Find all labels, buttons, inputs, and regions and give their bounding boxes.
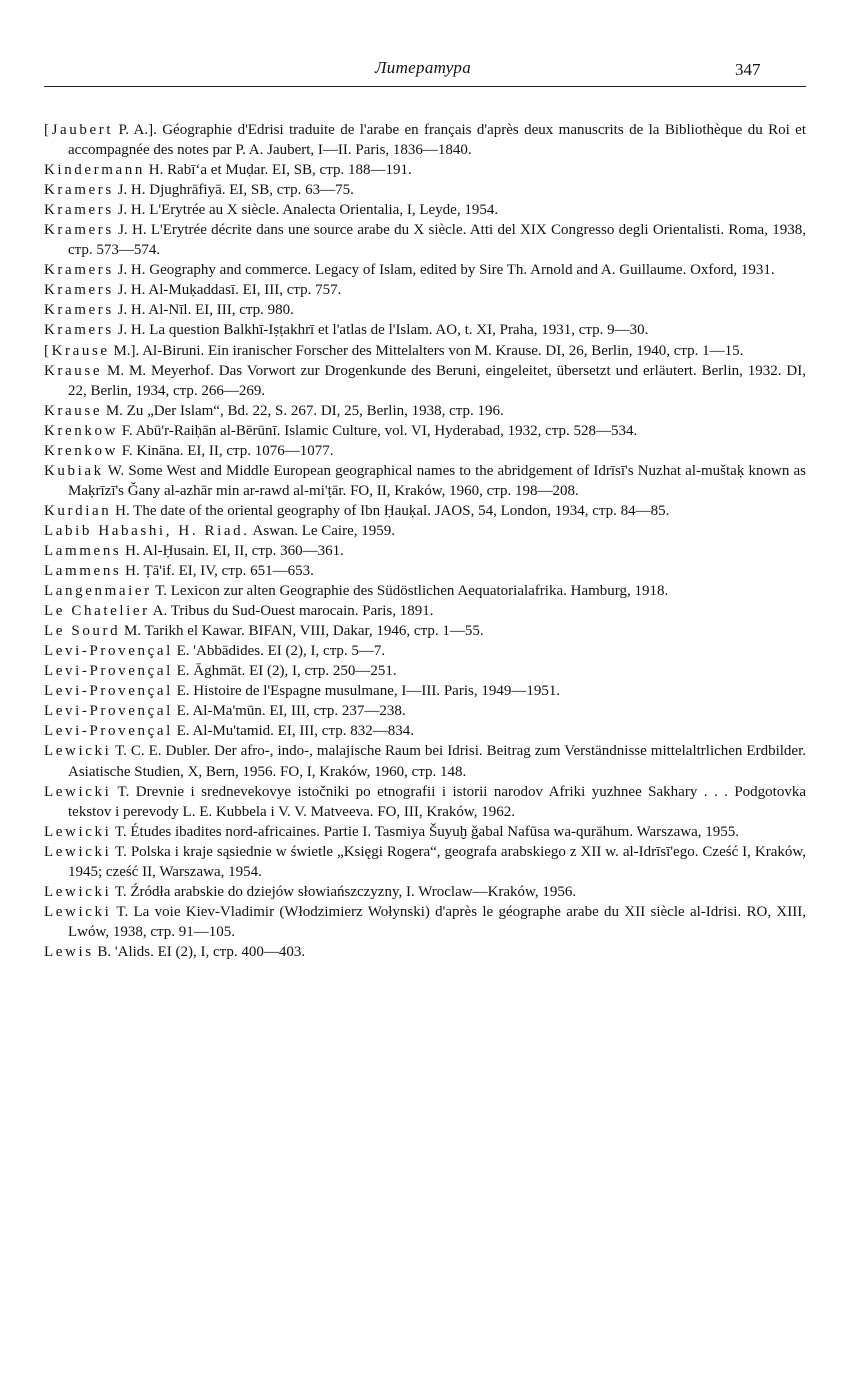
entry-author: Kindermann bbox=[44, 162, 145, 179]
bibliography-entry bbox=[44, 521, 806, 541]
entry-author: Levi-Provençal bbox=[44, 723, 173, 740]
entry-text: T. Études ibadites nord-africaines. Partie I. Tasmiya Šuyuḫ ǧabal Nafūsa wa-qurāhum. Warszawa, 1955. bbox=[111, 823, 740, 840]
entry-text: J. H. L'Erytrée au X siècle. Analecta Orientalia, I, Leyde, 1954. bbox=[113, 202, 499, 219]
entry-text: A. Tribus du Sud-Ouest marocain. Paris, 1891. bbox=[149, 603, 434, 620]
entry-text: H. Ṭā'if. EI, IV, стр. 651—653. bbox=[121, 563, 314, 580]
entry-author: Levi-Provençal bbox=[44, 683, 173, 700]
running-header-title: Литература bbox=[374, 58, 471, 77]
bibliography-entry bbox=[44, 882, 806, 902]
bibliography-entry bbox=[44, 461, 806, 501]
entry-text: T. Polska i kraje sąsiednie w świetle „Księgi Rogera“, geografa arabskiego z XII w. al-Idrīsī'ego. Cześć I, Kraków, 1945; cześć II, Warszawa, 1954. bbox=[68, 843, 806, 880]
entry-text: B. 'Alids. EI (2), I, стр. 400—403. bbox=[93, 943, 306, 960]
bibliography-entry bbox=[44, 441, 806, 461]
entry-text: J. H. Djughrāfiyā. EI, SB, стр. 63—75. bbox=[113, 182, 354, 199]
entry-author: Kramers bbox=[44, 182, 114, 199]
bibliography-entry bbox=[44, 782, 806, 822]
entry-text: M. M. Meyerhof. Das Vorwort zur Drogenkunde des Beruni, eingeleitet, übersetzt und erläutert. Berlin, 1932. DI, 22, Berlin, 1934, стр. 266—269. bbox=[68, 362, 806, 399]
entry-text: E. Histoire de l'Espagne musulmane, I—III. Paris, 1949—1951. bbox=[172, 683, 561, 700]
bibliography-entry bbox=[44, 541, 806, 561]
bibliography-entry bbox=[44, 300, 806, 320]
bibliography-entry bbox=[44, 260, 806, 280]
entry-author: Lammens bbox=[44, 563, 122, 580]
entry-author: Lewicki bbox=[44, 783, 112, 800]
entry-author: Lammens bbox=[44, 542, 122, 559]
entry-author: Krause bbox=[44, 362, 103, 379]
entry-author: Kramers bbox=[44, 202, 114, 219]
bibliography-entry bbox=[44, 701, 806, 721]
entry-text: T. C. E. Dubler. Der afro-, indo-, malajische Raum bei Idrisi. Beitrag zum Verständnisse mittelaltrlichen Erdbilder. Asiatische Studien, X, Bern, 1956. FO, I, Kraków, 1960, стр. 148. bbox=[68, 743, 806, 780]
bibliography-entry bbox=[44, 561, 806, 581]
entry-author: Le Chatelier bbox=[44, 603, 150, 620]
entry-text: J. H. Geography and commerce. Legacy of Islam, edited by Sire Th. Arnold and A. Guillaume. Oxford, 1931. bbox=[113, 262, 775, 279]
bibliography-entry bbox=[44, 661, 806, 681]
entry-text: J. H. Al-Nīl. EI, III, стр. 980. bbox=[113, 302, 294, 319]
bibliography-entry bbox=[44, 581, 806, 601]
entry-author: Kramers bbox=[44, 262, 114, 279]
entry-author: Lewicki bbox=[44, 743, 112, 760]
bibliography-entry bbox=[44, 721, 806, 741]
bibliography-entry bbox=[44, 641, 806, 661]
entry-text: T. La voie Kiev-Vladimir (Włodzimierz Wołynski) d'après le géographe arabe du XII siècle al-Idrisi. RO, XIII, Lwów, 1938, стр. 91—105. bbox=[68, 903, 806, 940]
bibliography-entry bbox=[44, 401, 806, 421]
bibliography-entry bbox=[44, 621, 806, 641]
entry-author: Kramers bbox=[44, 222, 114, 239]
entry-text: J. H. La question Balkhī-Iṣṭakhrī et l'atlas de l'Islam. AO, t. XI, Praha, 1931, стр. 9—30. bbox=[113, 322, 649, 339]
entry-text: T. Drevnie i srednevekovye istočniki po etnografii i istorii narodov Afriki yuzhnee Sakhary . . . Podgotovka tekstov i perevody L. E. Kubbela i V. V. Matveeva. FO, III, Kraków, 1962. bbox=[68, 783, 806, 820]
bibliography-entry bbox=[44, 501, 806, 521]
bibliography-entry bbox=[44, 842, 806, 882]
entry-text: M. Zu „Der Islam“, Bd. 22, S. 267. DI, 25, Berlin, 1938, стр. 196. bbox=[102, 402, 504, 419]
entry-author: Krenkow bbox=[44, 442, 119, 459]
bibliography-entry bbox=[44, 741, 806, 781]
entry-text: H. Rabīʻa et Muḍar. EI, SB, стр. 188—191. bbox=[144, 162, 412, 179]
bibliography-entry bbox=[44, 421, 806, 441]
bibliography-entry bbox=[44, 220, 806, 260]
entry-text: M. Tarikh el Kawar. BIFAN, VIII, Dakar, 1946, стр. 1—55. bbox=[120, 623, 484, 640]
entry-text: E. Āghmāt. EI (2), I, стр. 250—251. bbox=[172, 663, 397, 680]
bibliography-entry bbox=[44, 320, 806, 340]
entry-author: Levi-Provençal bbox=[44, 703, 173, 720]
entry-text: E. Al-Ma'mūn. EI, III, стр. 237—238. bbox=[172, 703, 406, 720]
entry-author: Lewicki bbox=[44, 883, 112, 900]
entry-text: W. Some West and Middle European geographical names to the abridgement of Idrīsī's Nuzhat al-muštaḳ known as Maḳrīzī's Ǧany al-azhār min ar-rawd al-mi'ṭār. FO, II, Kraków, 1960, стр. 198—208. bbox=[68, 462, 806, 499]
page-number: 347 bbox=[735, 60, 761, 79]
entry-author: Krause bbox=[44, 402, 103, 419]
bibliography-list bbox=[44, 120, 806, 962]
entry-text: P. A.]. Géographie d'Edrisi traduite de l'arabe en français d'après deux manuscrits de la Bibliothèque du Roi et accompagnée des notes par P. A. Jaubert, I—II. Paris, 1836—1840. bbox=[68, 122, 806, 159]
entry-author: Kramers bbox=[44, 282, 114, 299]
entry-text: H. The date of the oriental geography of Ibn Ḥauḳal. JAOS, 54, London, 1934, стр. 84—85. bbox=[111, 502, 670, 519]
entry-text: E. Al-Mu'tamid. EI, III, стр. 832—834. bbox=[172, 723, 414, 740]
entry-text: T. Lexicon zur alten Geographie des Südöstlichen Aequatorialafrika. Hamburg, 1918. bbox=[151, 583, 669, 600]
entry-text: E. 'Abbādides. EI (2), I, стр. 5—7. bbox=[172, 643, 386, 660]
entry-text: M.]. Al-Biruni. Ein iranischer Forscher des Mittelalters von M. Krause. DI, 26, Berlin, 1940, стр. 1—15. bbox=[109, 342, 744, 359]
bibliography-entry bbox=[44, 601, 806, 621]
entry-author: [Jaubert bbox=[44, 122, 114, 138]
bibliography-entry bbox=[44, 120, 806, 160]
entry-author: Levi-Provençal bbox=[44, 663, 173, 680]
entry-text: J. H. Al-Muḳaddasī. EI, III, стр. 757. bbox=[113, 282, 342, 299]
header-divider bbox=[44, 86, 806, 87]
entry-author: Kramers bbox=[44, 302, 114, 319]
entry-author: Lewicki bbox=[44, 903, 112, 920]
entry-text: J. H. L'Erytrée décrite dans une source arabe du X siècle. Atti del XIX Congresso degli Orientalisti. Roma, 1938, стр. 573—574. bbox=[68, 222, 806, 259]
entry-author: Labib Habashi, H. Riad. bbox=[44, 522, 250, 539]
bibliography-entry bbox=[44, 160, 806, 180]
bibliography-entry bbox=[44, 681, 806, 701]
entry-author: Kramers bbox=[44, 322, 114, 339]
entry-author: Lewis bbox=[44, 943, 94, 960]
bibliography-entry bbox=[44, 280, 806, 300]
bibliography-entry bbox=[44, 200, 806, 220]
entry-text: Aswan. Le Caire, 1959. bbox=[249, 522, 395, 539]
entry-author: Krenkow bbox=[44, 422, 119, 439]
bibliography-entry bbox=[44, 822, 806, 842]
entry-text: F. Kināna. EI, II, стр. 1076—1077. bbox=[118, 442, 334, 459]
bibliography-entry bbox=[44, 942, 806, 962]
entry-author: Lewicki bbox=[44, 843, 112, 860]
bibliography-entry bbox=[44, 341, 806, 361]
entry-text: T. Źródła arabskie do dziejów słowiańszczyzny, I. Wroclaw—Kraków, 1956. bbox=[111, 883, 577, 900]
bibliography-entry bbox=[44, 361, 806, 401]
bibliography-entry bbox=[44, 180, 806, 200]
entry-author: Lewicki bbox=[44, 823, 112, 840]
entry-author: Kurdian bbox=[44, 502, 112, 519]
entry-author: Le Sourd bbox=[44, 623, 121, 640]
entry-text: F. Abū'r-Raiḥān al-Bērūnī. Islamic Culture, vol. VI, Hyderabad, 1932, стр. 528—534. bbox=[118, 422, 638, 439]
entry-author: Levi-Provençal bbox=[44, 643, 173, 660]
entry-author: Kubiak bbox=[44, 462, 104, 479]
entry-author: [Krause bbox=[44, 342, 110, 359]
entry-text: H. Al-Ḥusain. EI, II, стр. 360—361. bbox=[121, 542, 344, 559]
entry-author: Langenmaier bbox=[44, 583, 152, 600]
bibliography-entry bbox=[44, 902, 806, 942]
